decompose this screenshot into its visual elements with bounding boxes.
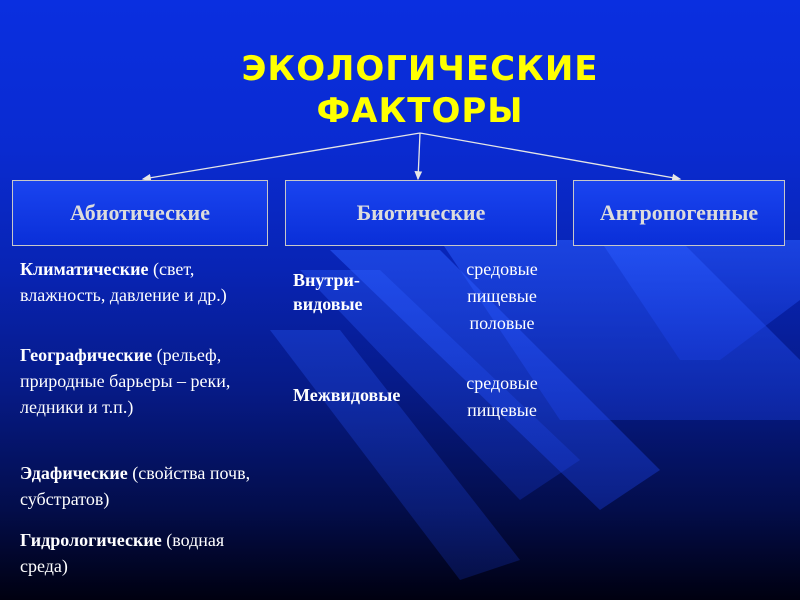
biotic-group-label-interspecific: Межвидовые [293,385,401,405]
abiotic-term: Эдафические [20,463,128,483]
category-label-anthropogenic: Антропогенные [599,200,759,225]
list-item: пищевые [467,286,537,306]
category-box-abiotic [12,180,268,246]
abiotic-term: Географические [20,345,153,365]
biotic-group-items-interspecific [445,370,559,424]
abiotic-term: Гидрологические [20,530,162,550]
biotic-group-items-intraspecific [445,256,559,337]
arrow-to-abiotic [143,133,420,179]
abiotic-item-hydrological [20,527,268,579]
list-item: пищевые [467,400,537,420]
abiotic-item-geographic [20,342,268,420]
title-line-2: ФАКТОРЫ [316,91,524,131]
title-line-1: ЭКОЛОГИЧЕСКИЕ [241,49,599,89]
abiotic-item-edaphic [20,460,268,512]
abiotic-term: Климатические [20,259,149,279]
category-label-biotic: Биотические [356,200,486,225]
arrow-to-anthropogenic [420,133,680,179]
abiotic-desc: (свойства почв, субстратов) [20,463,251,509]
abiotic-desc: (водная среда) [20,530,225,576]
category-label-abiotic: Абиотические [70,200,210,225]
biotic-group-label-intraspecific: Внутри-видовые [293,270,363,314]
abiotic-item-climatic [20,256,268,308]
category-box-biotic [285,180,557,246]
abiotic-desc: (рельеф, природные барьеры – реки, ледники и т.п.) [20,345,231,417]
list-item: половые [469,313,535,333]
list-item: средовые [466,373,538,393]
abiotic-desc: (свет, влажность, давление и др.) [20,259,227,305]
category-box-anthropogenic [573,180,785,246]
arrow-to-biotic [418,133,420,179]
list-item: средовые [466,259,538,279]
